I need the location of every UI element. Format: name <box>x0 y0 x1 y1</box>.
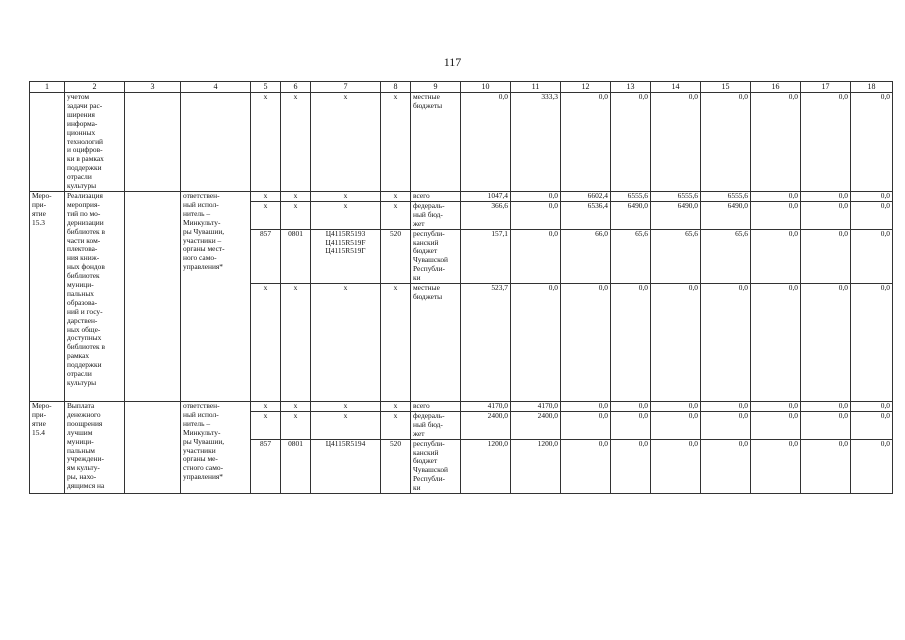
executors-cell: ответствен- ный испол- нитель – Минкульту- ры Чувашии, участники органы ме- стного само- управления* <box>181 402 251 494</box>
funding-source-cell: федераль- ный бюд- жет <box>411 411 461 439</box>
value-cell: 0,0 <box>751 439 801 493</box>
value-cell: 0,0 <box>851 411 893 439</box>
value-cell: 0,0 <box>701 402 751 412</box>
value-cell: 0,0 <box>851 191 893 201</box>
value-cell: 366,6 <box>461 201 511 229</box>
executors-cell <box>181 93 251 192</box>
value-cell: 6555,6 <box>701 191 751 201</box>
empty-cell <box>125 93 181 192</box>
column-number: 3 <box>125 82 181 93</box>
value-cell: 0,0 <box>801 402 851 412</box>
column-number: 15 <box>701 82 751 93</box>
value-cell: 0,0 <box>651 402 701 412</box>
empty-cell <box>125 191 181 401</box>
table-row <box>30 402 893 412</box>
funding-source-cell: федераль- ный бюд- жет <box>411 201 461 229</box>
value-cell: 0,0 <box>801 201 851 229</box>
section-cell: x <box>281 191 311 201</box>
value-cell: 0,0 <box>751 284 801 402</box>
grbs-cell: x <box>251 402 281 412</box>
value-cell: 0,0 <box>751 229 801 283</box>
value-cell: 0,0 <box>511 201 561 229</box>
column-number: 12 <box>561 82 611 93</box>
value-cell: 0,0 <box>701 439 751 493</box>
value-cell: 0,0 <box>751 201 801 229</box>
expense-type-cell: x <box>381 201 411 229</box>
value-cell: 0,0 <box>611 402 651 412</box>
section-cell: 0801 <box>281 229 311 283</box>
value-cell: 6602,4 <box>561 191 611 201</box>
value-cell: 0,0 <box>651 93 701 192</box>
column-number: 14 <box>651 82 701 93</box>
value-cell: 0,0 <box>561 411 611 439</box>
value-cell: 4170,0 <box>511 402 561 412</box>
column-number: 6 <box>281 82 311 93</box>
column-number: 18 <box>851 82 893 93</box>
value-cell: 333,3 <box>511 93 561 192</box>
funding-source-cell: всего <box>411 191 461 201</box>
funding-source-cell: всего <box>411 402 461 412</box>
value-cell: 6555,6 <box>651 191 701 201</box>
value-cell: 0,0 <box>801 191 851 201</box>
value-cell: 2400,0 <box>511 411 561 439</box>
value-cell: 0,0 <box>651 439 701 493</box>
value-cell: 0,0 <box>801 439 851 493</box>
section-cell: x <box>281 201 311 229</box>
value-cell: 1200,0 <box>461 439 511 493</box>
value-cell: 0,0 <box>701 93 751 192</box>
target-article-cell: x <box>311 191 381 201</box>
value-cell: 0,0 <box>851 93 893 192</box>
value-cell: 0,0 <box>851 402 893 412</box>
value-cell: 0,0 <box>561 439 611 493</box>
target-article-cell: Ц4115R5193 Ц4115R519F Ц4115R519Г <box>311 229 381 283</box>
value-cell: 0,0 <box>851 201 893 229</box>
value-cell: 0,0 <box>851 284 893 402</box>
value-cell: 6490,0 <box>701 201 751 229</box>
value-cell: 6490,0 <box>651 201 701 229</box>
column-number: 10 <box>461 82 511 93</box>
column-number: 7 <box>311 82 381 93</box>
grbs-cell: x <box>251 411 281 439</box>
value-cell: 6490,0 <box>611 201 651 229</box>
column-number: 2 <box>65 82 125 93</box>
value-cell: 6555,6 <box>611 191 651 201</box>
event-number-cell: Меро- при- ятие 15.3 <box>30 191 65 401</box>
page-number: 117 <box>443 55 462 69</box>
event-name-cell: учетом задачи рас- ширения информа- ционных технологий и оцифров- ки в рамках поддержки отрасли культуры <box>65 93 125 192</box>
target-article-cell: Ц4115R5194 <box>311 439 381 493</box>
value-cell: 0,0 <box>611 411 651 439</box>
target-article-cell: x <box>311 284 381 402</box>
value-cell: 0,0 <box>561 93 611 192</box>
grbs-cell: x <box>251 93 281 192</box>
table-row <box>30 93 893 192</box>
value-cell: 65,6 <box>651 229 701 283</box>
expense-type-cell: 520 <box>381 229 411 283</box>
value-cell: 0,0 <box>801 229 851 283</box>
grbs-cell: x <box>251 201 281 229</box>
value-cell: 6536,4 <box>561 201 611 229</box>
value-cell: 2400,0 <box>461 411 511 439</box>
column-number: 4 <box>181 82 251 93</box>
executors-cell: ответствен- ный испол- нитель – Минкульту- ры Чувашии, участники – органы мест- ного само- управления* <box>181 191 251 401</box>
value-cell: 0,0 <box>801 284 851 402</box>
target-article-cell: x <box>311 402 381 412</box>
table-row <box>30 191 893 201</box>
event-name-cell: Выплата денежного поощрения лучшим муници- пальным учреждени- ям культу- ры, нахо- дящимся на <box>65 402 125 494</box>
expense-type-cell: x <box>381 402 411 412</box>
funding-source-cell: местные бюджеты <box>411 93 461 192</box>
value-cell: 0,0 <box>751 93 801 192</box>
value-cell: 0,0 <box>461 93 511 192</box>
grbs-cell: 857 <box>251 439 281 493</box>
grbs-cell: x <box>251 191 281 201</box>
column-number: 8 <box>381 82 411 93</box>
value-cell: 0,0 <box>801 93 851 192</box>
target-article-cell: x <box>311 93 381 192</box>
value-cell: 0,0 <box>751 402 801 412</box>
column-number: 1 <box>30 82 65 93</box>
target-article-cell: x <box>311 411 381 439</box>
value-cell: 0,0 <box>651 411 701 439</box>
section-cell: x <box>281 411 311 439</box>
section-cell: x <box>281 284 311 402</box>
value-cell: 0,0 <box>511 191 561 201</box>
column-number-row <box>30 82 893 93</box>
empty-cell <box>125 402 181 494</box>
value-cell: 0,0 <box>561 402 611 412</box>
funding-source-cell: республи- канский бюджет Чувашской Республи- ки <box>411 439 461 493</box>
budget-table <box>29 81 893 494</box>
value-cell: 0,0 <box>751 191 801 201</box>
value-cell: 0,0 <box>561 284 611 402</box>
value-cell: 65,6 <box>611 229 651 283</box>
event-number-cell: Меро- при- ятие 15.4 <box>30 402 65 494</box>
column-number: 17 <box>801 82 851 93</box>
event-name-cell: Реализация мероприя- тий по мо- дернизации библиотек в части ком- плектова- ния книж- ных фондов библиотек муници- пальных образова- ний и госу- дарствен- ных обще- доступных библиотек в рамках поддержки отрасли культуры <box>65 191 125 401</box>
value-cell: 1047,4 <box>461 191 511 201</box>
funding-source-cell: местные бюджеты <box>411 284 461 402</box>
column-number: 11 <box>511 82 561 93</box>
value-cell: 523,7 <box>461 284 511 402</box>
grbs-cell: x <box>251 284 281 402</box>
grbs-cell: 857 <box>251 229 281 283</box>
column-number: 5 <box>251 82 281 93</box>
value-cell: 66,0 <box>561 229 611 283</box>
value-cell: 0,0 <box>701 284 751 402</box>
value-cell: 1200,0 <box>511 439 561 493</box>
column-number: 9 <box>411 82 461 93</box>
funding-source-cell: республи- канский бюджет Чувашской Республи- ки <box>411 229 461 283</box>
value-cell: 0,0 <box>751 411 801 439</box>
value-cell: 0,0 <box>851 229 893 283</box>
section-cell: 0801 <box>281 439 311 493</box>
value-cell: 0,0 <box>851 439 893 493</box>
event-number-cell <box>30 93 65 192</box>
expense-type-cell: x <box>381 284 411 402</box>
expense-type-cell: x <box>381 93 411 192</box>
value-cell: 0,0 <box>701 411 751 439</box>
value-cell: 0,0 <box>511 229 561 283</box>
value-cell: 0,0 <box>651 284 701 402</box>
column-number: 16 <box>751 82 801 93</box>
value-cell: 0,0 <box>511 284 561 402</box>
value-cell: 0,0 <box>801 411 851 439</box>
value-cell: 4170,0 <box>461 402 511 412</box>
target-article-cell: x <box>311 201 381 229</box>
section-cell: x <box>281 402 311 412</box>
expense-type-cell: x <box>381 411 411 439</box>
value-cell: 157,1 <box>461 229 511 283</box>
column-number: 13 <box>611 82 651 93</box>
value-cell: 0,0 <box>611 439 651 493</box>
expense-type-cell: 520 <box>381 439 411 493</box>
value-cell: 0,0 <box>611 284 651 402</box>
expense-type-cell: x <box>381 191 411 201</box>
value-cell: 65,6 <box>701 229 751 283</box>
value-cell: 0,0 <box>611 93 651 192</box>
section-cell: x <box>281 93 311 192</box>
